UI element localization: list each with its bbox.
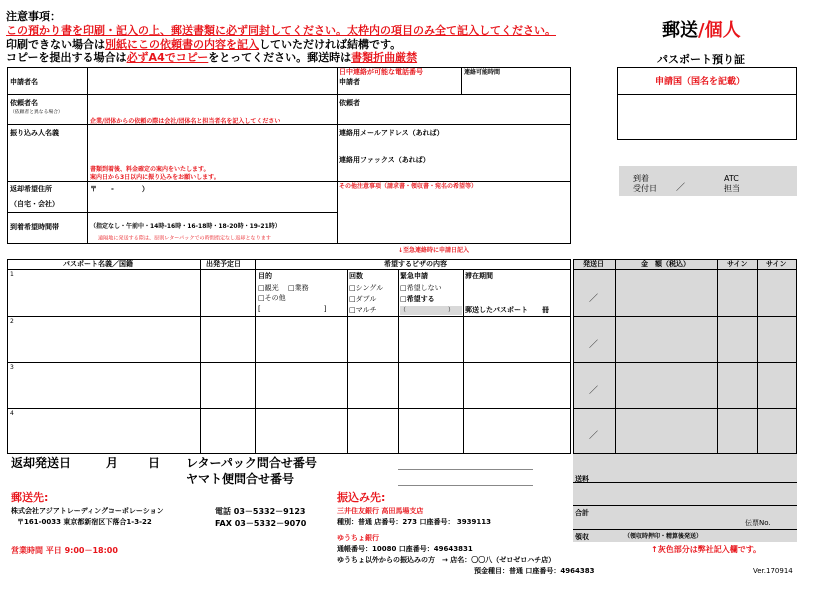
notes-title: 注意事項： (6, 10, 61, 23)
fax-label: 連絡用ファックス（あれば） (339, 156, 430, 164)
applicant-label-2: 申請者 (339, 78, 360, 86)
total-label: 合計 (575, 509, 589, 517)
postal-code-field[interactable]: 〒 - ） (90, 185, 149, 193)
applicant-label: 申請者名 (10, 78, 38, 86)
purpose-sightseeing-checkbox[interactable]: □観光 (258, 284, 279, 292)
form-subtitle: パスポート預り証 (657, 53, 745, 66)
month-label: 月 (106, 456, 119, 470)
arrival-label: 到着 (633, 174, 649, 183)
urgent-no-checkbox[interactable]: □希望しない (400, 284, 442, 292)
shipping-fee-label: 送料 (575, 475, 589, 483)
send-to-title: 郵送先: (11, 491, 49, 504)
single-checkbox[interactable]: □シングル (349, 284, 384, 292)
receipt-note: （領収時押印・精算後発送） (624, 533, 703, 540)
requester-label: 依頼者名 (10, 99, 38, 107)
multi-checkbox[interactable]: □マルチ (349, 306, 377, 314)
payer-label: 振り込み人名義 (10, 129, 59, 137)
country-label: 申請国（国名を記載） (655, 77, 746, 87)
home-office-label: （自宅・会社） (10, 200, 59, 208)
bank-account: 種別：普通 店番号：273 口座番号： 3939113 (337, 518, 492, 526)
entries-label: 回数 (349, 272, 363, 280)
notes-line-1: この預かり書を印刷・記入の上、郵送書類に必ず同封してください。太枠内の項目のみ全て記入してください。 (6, 24, 556, 37)
header-passport: パスポート名義／国籍 (63, 260, 133, 268)
row-number-4: 4 (10, 410, 14, 417)
return-date-label: 返却発送日 (11, 456, 72, 470)
bank-name: 三井住友銀行 高田馬場支店 (337, 507, 424, 515)
urgent-yes-checkbox[interactable]: □希望する (400, 295, 435, 303)
stay-label: 滞在期間 (465, 272, 493, 280)
ship-slash-2: ／ (589, 340, 599, 350)
row-number-2: 2 (10, 318, 14, 325)
yucho-other-account: 預金種目：普通 口座番号：4964383 (474, 567, 595, 575)
header-visa: 希望するビザの内容 (384, 260, 447, 268)
contact-time-label: 連絡可能時間 (464, 69, 501, 76)
purpose-other-checkbox[interactable]: □その他 (258, 294, 286, 302)
return-address-label: 返却希望住所 (10, 185, 52, 193)
version-label: Ver.170914 (753, 567, 793, 575)
other-notes-label: その他注意事項（請求書・領収書・宛名の希望等） (339, 183, 478, 190)
company-fax: FAX 03－5332－9070 (215, 519, 307, 528)
company-phone: 電話 03－5332－9123 (215, 507, 306, 516)
urgent-contact-note: ↓至急連絡時に申請日記入 (398, 247, 470, 254)
receipt-date-label: 受付日 (633, 184, 657, 193)
receipt-slash: ／ (676, 183, 686, 193)
staff-label: 担当 (724, 184, 740, 193)
corp-note: 企業/団体からの依頼の際は会社/団体名と担当者名を記入してください (90, 118, 281, 125)
header-sign-1: サイン (727, 260, 748, 268)
yamato-label: ヤマト便問合せ番号 (186, 472, 295, 486)
letterpack-label: レターパック問合せ番号 (186, 456, 317, 470)
yucho-title: ゆうちょ銀行 (337, 534, 379, 542)
ship-slash-4: ／ (589, 431, 599, 441)
row-number-3: 3 (10, 364, 14, 371)
remote-note: 遠隔地に発送する際は、原則レターパックでの時間指定なし返却となります (98, 235, 271, 242)
day-label: 日 (148, 456, 161, 470)
purpose-label: 目的 (258, 272, 272, 280)
requester-note: （依頼者と異なる場合） (10, 109, 63, 115)
notes-line-3: コピーを提出する場合は必ずA4でコピーをとってください。郵送時は書類折曲厳禁 (6, 51, 418, 64)
slip-no-label: 伝票No. (745, 519, 771, 527)
atc-label: ATC (724, 174, 739, 183)
arrival-time-options[interactable]: （指定なし・午前中・14時-16時・16-18時・18-20時・19-21時） (90, 223, 281, 230)
header-amount: 金 額（税込） (641, 260, 690, 268)
form-title: 郵送/個人 (662, 20, 741, 41)
contact-phone-note: 日中連絡が可能な電話番号 (339, 68, 423, 76)
ship-slash-3: ／ (589, 386, 599, 396)
arrival-time-label: 到着希望時間帯 (10, 223, 59, 231)
company-address: 〒161-0033 東京都新宿区下落合1-3-22 (17, 518, 152, 526)
urgent-date-field[interactable]: （ ） (400, 307, 455, 314)
business-hours: 営業時間 平日 9:00－18:00 (11, 546, 118, 555)
bank-title: 振込み先: (337, 491, 386, 504)
gray-area-note: ↑灰色部分は弊社記入欄です。 (651, 545, 762, 554)
ship-slash-1: ／ (589, 294, 599, 304)
yucho-other: ゆうちょ以外からの振込みの方 → 店名：〇〇八（ゼロゼロハチ店） (337, 556, 556, 564)
double-checkbox[interactable]: □ダブル (349, 295, 377, 303)
payment-note-2: 案内日から3日以内に振り込みをお願いします。 (90, 174, 220, 181)
purpose-other-field[interactable]: [ ] (258, 305, 327, 313)
requester-label-2: 依頼者 (339, 99, 360, 107)
purpose-business-checkbox[interactable]: □業務 (288, 284, 309, 292)
header-ship-date: 発送日 (583, 260, 604, 268)
company-name: 株式会社アジアトレーディングコーポレーション (11, 507, 164, 515)
row-number-1: 1 (10, 271, 14, 278)
yucho-account: 通帳番号：10080 口座番号：49643831 (337, 545, 473, 553)
payment-note-1: 書類到着後、料金確定の案内をいたします。 (90, 166, 210, 173)
sent-passports-label: 郵送したパスポート 冊 (465, 306, 549, 314)
receipt-label: 領収 (575, 533, 589, 541)
header-departure: 出発予定日 (206, 260, 241, 268)
notes-line-2: 印刷できない場合は別紙にこの依頼書の内容を記入していただければ結構です。 (6, 38, 402, 51)
email-label: 連絡用メールアドレス（あれば） (339, 129, 444, 137)
urgent-label: 緊急申請 (400, 272, 428, 280)
header-sign-2: サイン (766, 260, 787, 268)
